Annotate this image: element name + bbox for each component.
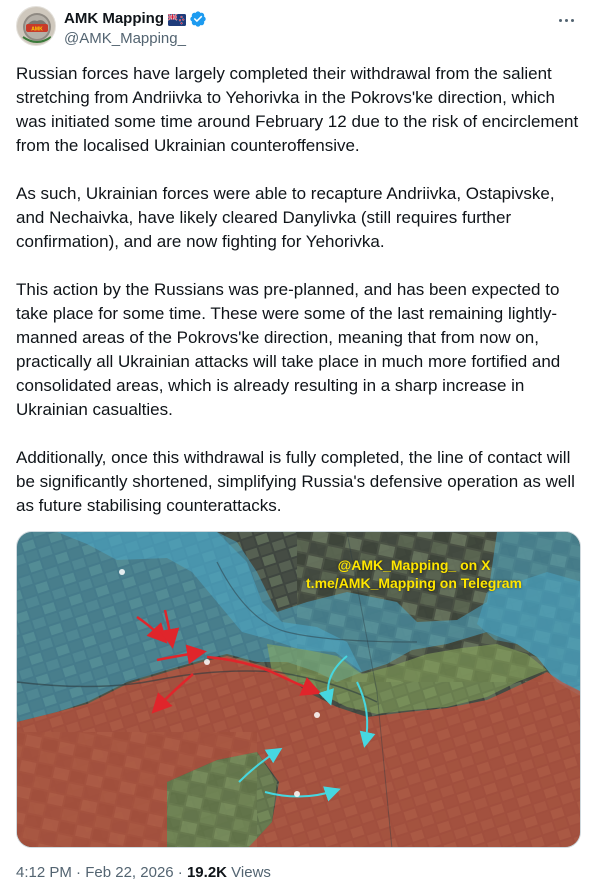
map-watermark-caption xyxy=(306,556,522,592)
map-caption-line: t.me/AMK_Mapping on Telegram xyxy=(306,575,522,591)
user-handle[interactable]: @AMK_Mapping_ xyxy=(64,30,186,47)
tweet-header xyxy=(16,6,577,50)
map-caption-line: @AMK_Mapping_ on X xyxy=(337,557,491,573)
separator: · xyxy=(76,864,82,881)
tweet-paragraph: As such, Ukrainian forces were able to recapture Andriivka, Ostapivske, and Nechaivka, have likely cleared Danylivka (still requires further confirmation), and are now fighting for Yehorivka. xyxy=(16,184,555,251)
tweet-paragraph: This action by the Russians was pre-planned, and has been expected to take place for some time. These were some of the last remaining lightly-manned areas of the Pokrovs'ke direction, meaning that from now on, practically all Ukrainian attacks will take place in much more fortified and consolidated areas, which is already resulting in a sharp increase in Ukrainian casualties. xyxy=(16,280,561,419)
tweet-metadata xyxy=(16,863,271,883)
separator: · xyxy=(177,864,183,881)
new-zealand-flag-icon xyxy=(168,13,186,25)
tweet-text xyxy=(16,62,581,518)
tweet-paragraph: Additionally, once this withdrawal is fully completed, the line of contact will be significantly shortened, simplifying Russia's defensive operation as well as future stabilising counterattacks. xyxy=(16,448,575,515)
more-options-icon[interactable] xyxy=(555,12,577,28)
views-label: Views xyxy=(231,864,271,881)
avatar-logo xyxy=(17,7,56,46)
avatar[interactable] xyxy=(16,6,56,46)
views-count: 19.2K xyxy=(186,864,227,881)
svg-text:AMK: AMK xyxy=(31,26,43,33)
tweet-paragraph: Russian forces have largely completed their withdrawal from the salient stretching from Andriivka to Yehorivka in the Pokrovs'ke direction, which was initiated some time around February 12 due to the risk of encirclement from the localised Ukrainian counteroffensive. xyxy=(16,64,579,155)
user-block xyxy=(64,9,207,49)
display-name-row xyxy=(64,9,207,29)
verified-badge-icon[interactable] xyxy=(189,10,207,28)
map-image[interactable] xyxy=(16,531,581,848)
post-time[interactable]: 4:12 PM xyxy=(16,864,72,881)
display-name[interactable]: AMK Mapping xyxy=(64,10,164,27)
post-date[interactable]: Feb 22, 2026 xyxy=(85,864,174,881)
